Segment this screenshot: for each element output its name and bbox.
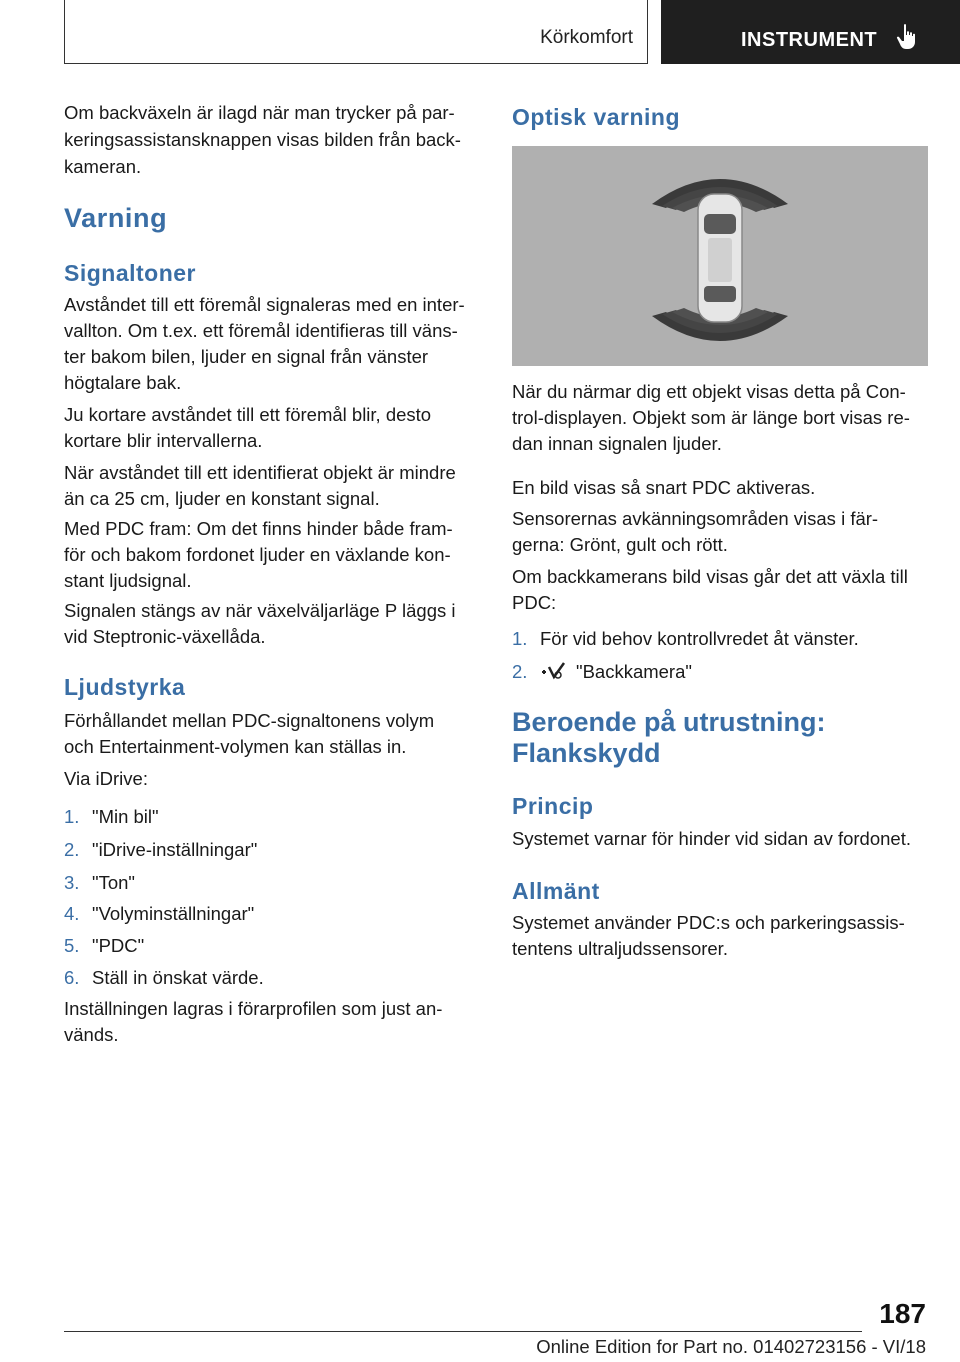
heading-signaltoner: Signaltoner xyxy=(64,260,197,286)
list-number: 3. xyxy=(64,872,80,893)
footer-text: Online Edition for Part no. 01402723156 - VI/18 xyxy=(536,1336,926,1357)
optisk-p3-line-2: gerna: Grönt, gult och rött. xyxy=(512,534,728,555)
list-text: "PDC" xyxy=(92,935,145,956)
optisk-p1-line-1: När du närmar dig ett objekt visas detta på Con‐ xyxy=(512,381,906,402)
heading-ljudstyrka: Ljudstyrka xyxy=(64,674,186,700)
list-number: 2. xyxy=(512,661,528,682)
optisk-p4-line-1: Om backkamerans bild visas går det att växla till xyxy=(512,566,908,587)
intro-line-2: keringsassistansknappen visas bilden från back‐ xyxy=(64,129,461,150)
list-number: 2. xyxy=(64,839,80,860)
signal-p4-line-2: för och bakom fordonet ljuder en växlande kon‐ xyxy=(64,544,451,565)
list-number: 5. xyxy=(64,935,80,956)
signal-p4-line-3: stant ljudsignal. xyxy=(64,570,192,591)
list-text: Ställ in önskat värde. xyxy=(92,967,264,988)
pdc-figure xyxy=(512,146,928,366)
signal-p1-line-1: Avståndet till ett föremål signaleras med en inter‐ xyxy=(64,294,465,315)
camera-switch-icon xyxy=(540,661,570,688)
pointing-hand-icon xyxy=(895,23,919,56)
heading-princip: Princip xyxy=(512,793,594,819)
signal-p4-line-1: Med PDC fram: Om det finns hinder både fram‐ xyxy=(64,518,453,539)
heading-allmant: Allmänt xyxy=(512,878,600,904)
section-tab xyxy=(64,0,648,64)
signal-p5-line-1: Signalen stängs av när växelväljarläge P läggs i xyxy=(64,600,456,621)
parking-sensor-illustration xyxy=(512,146,928,366)
signal-p1-line-2: vallton. Om t.ex. ett föremål identifieras till väns‐ xyxy=(64,320,458,341)
signal-p5-line-2: vid Steptronic-växellåda. xyxy=(64,626,266,647)
heading-beroende-line-2: Flankskydd xyxy=(512,738,661,768)
optisk-p4-line-2: PDC: xyxy=(512,592,557,613)
via-idrive: Via iDrive: xyxy=(64,768,148,789)
list-text: "Backkamera" xyxy=(576,661,692,682)
allmant-line-1: Systemet använder PDC:s och parkeringsassis‐ xyxy=(512,912,905,933)
princip-text: Systemet varnar för hinder vid sidan av fordonet. xyxy=(512,828,911,849)
ljud-p1-line-1: Förhållandet mellan PDC-signaltonens volym xyxy=(64,710,435,731)
heading-varning: Varning xyxy=(64,203,168,233)
section-title: Körkomfort xyxy=(540,27,633,48)
list-text: "Ton" xyxy=(92,872,135,893)
signal-p1-line-3: ter bakom bilen, ljuder en signal från vänster xyxy=(64,346,429,367)
list-number: 1. xyxy=(512,628,528,649)
list-text: "iDrive-inställningar" xyxy=(92,839,258,860)
signal-p2-line-1: Ju kortare avståndet till ett föremål blir, desto xyxy=(64,404,432,425)
list-text: "Volyminställningar" xyxy=(92,903,255,924)
ljud-p1-line-2: och Entertainment-volymen kan ställas in. xyxy=(64,736,407,757)
outro-line-2: vänds. xyxy=(64,1024,119,1045)
heading-beroende-line-1: Beroende på utrustning: xyxy=(512,707,826,737)
list-number: 1. xyxy=(64,806,80,827)
list-text: För vid behov kontrollvredet åt vänster. xyxy=(540,628,859,649)
signal-p2-line-2: kortare blir intervallerna. xyxy=(64,430,263,451)
optisk-p2: En bild visas så snart PDC aktiveras. xyxy=(512,477,816,498)
list-number: 4. xyxy=(64,903,80,924)
list-number: 6. xyxy=(64,967,80,988)
signal-p3-line-1: När avståndet till ett identifierat objekt är mindre xyxy=(64,462,456,483)
footer-rule xyxy=(64,1331,862,1332)
optisk-p1-line-2: trol-displayen. Objekt som är länge bort visas re‐ xyxy=(512,407,910,428)
signal-p1-line-4: högtalare bak. xyxy=(64,372,182,393)
optisk-p1-line-3: dan innan signalen ljuder. xyxy=(512,433,722,454)
chapter-tab xyxy=(661,0,960,64)
heading-optisk-varning: Optisk varning xyxy=(512,104,681,130)
optisk-p3-line-1: Sensorernas avkänningsområden visas i fär‐ xyxy=(512,508,879,529)
page-number: 187 xyxy=(879,1298,926,1329)
outro-line-1: Inställningen lagras i förarprofilen som just an‐ xyxy=(64,998,443,1019)
intro-line-3: kameran. xyxy=(64,156,142,177)
signal-p3-line-2: än ca 25 cm, ljuder en konstant signal. xyxy=(64,488,380,509)
chapter-title: INSTRUMENT xyxy=(741,29,878,51)
intro-line-1: Om backväxeln är ilagd när man trycker på par‐ xyxy=(64,102,455,123)
list-text: "Min bil" xyxy=(92,806,159,827)
allmant-line-2: tentens ultraljudssensorer. xyxy=(512,938,728,959)
